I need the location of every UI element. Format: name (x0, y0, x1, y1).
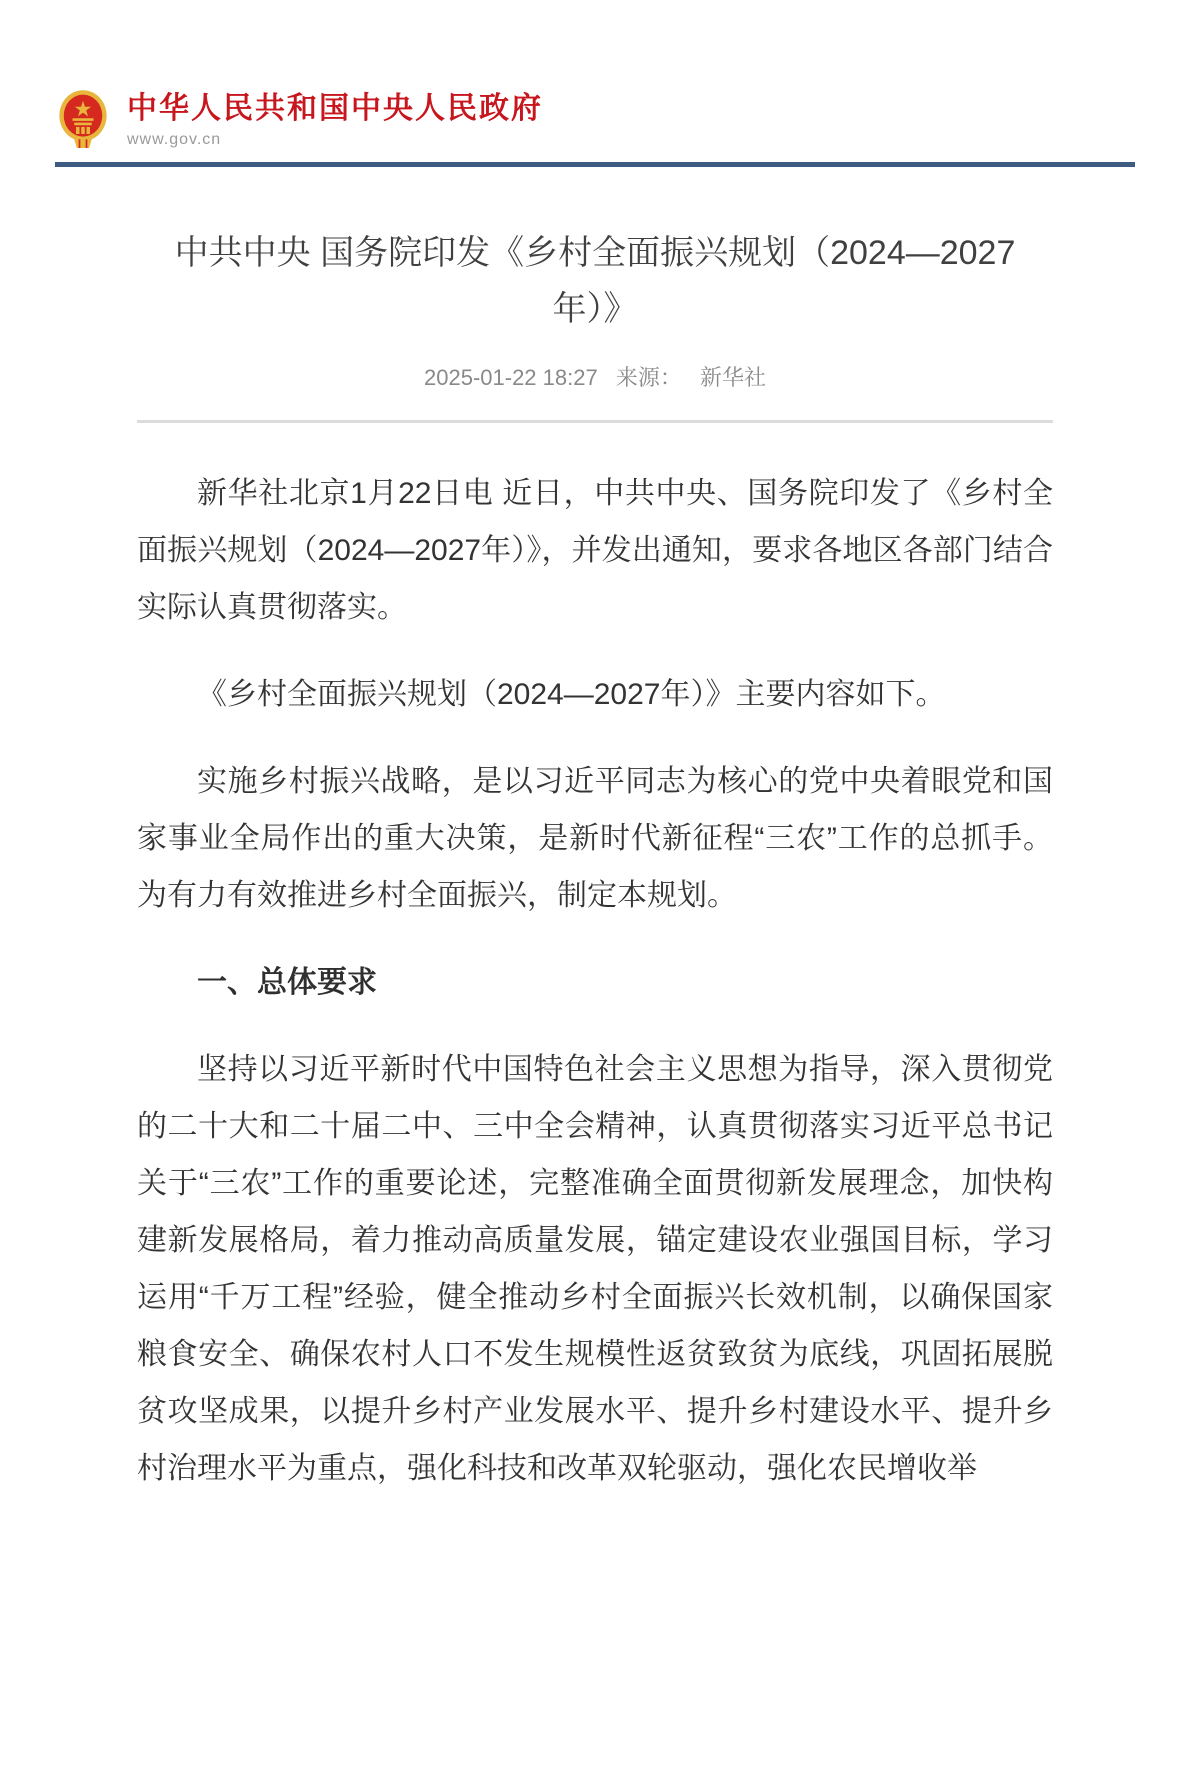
site-header-inner (55, 88, 1135, 167)
article (137, 225, 1053, 1497)
meta-divider (137, 420, 1053, 423)
national-emblem-icon[interactable] (55, 88, 111, 152)
site-identity (127, 91, 543, 149)
article-body (137, 465, 1053, 1497)
publish-datetime: 2025-01-22 18:27 (424, 365, 598, 390)
article-title: 中共中央 国务院印发《乡村全面振兴规划（2024—2027年）》 (174, 234, 1016, 328)
source-label: 来源： (615, 365, 682, 390)
paragraph: 新华社北京1月22日电 近日，中共中央、国务院印发了《乡村全面振兴规划（2024—2027年）》，并发出通知，要求各地区各部门结合实际认真贯彻落实。 (137, 477, 1053, 624)
paragraph: 实施乡村振兴战略，是以习近平同志为核心的党中央着眼党和国家事业全局作出的重大决策，是新时代新征程“三农”工作的总抓手。为有力有效推进乡村全面振兴，制定本规划。 (137, 765, 1053, 912)
paragraph: 《乡村全面振兴规划（2024—2027年）》主要内容如下。 (197, 678, 946, 711)
source-name: 新华社 (699, 365, 766, 390)
site-header (0, 88, 1190, 167)
section-heading: 一、总体要求 (197, 966, 377, 999)
article-meta (137, 361, 1053, 392)
site-url: www.gov.cn (127, 131, 222, 148)
site-name[interactable]: 中华人民共和国中央人民政府 (127, 92, 543, 125)
paragraph: 坚持以习近平新时代中国特色社会主义思想为指导，深入贯彻党的二十大和二十届二中、三中全会精神，认真贯彻落实习近平总书记关于“三农”工作的重要论述，完整准确全面贯彻新发展理念，加快构建新发展格局，着力推动高质量发展，锚定建设农业强国目标，学习运用“千万工程”经验，健全推动乡村全面振兴长效机制，以确保国家粮食安全、确保农村人口不发生规模性返贫致贫为底线，巩固拓展脱贫攻坚成果，以提升乡村产业发展水平、提升乡村建设水平、提升乡村治理水平为重点，强化科技和改革双轮驱动，强化农民增收举 (137, 1053, 1053, 1485)
